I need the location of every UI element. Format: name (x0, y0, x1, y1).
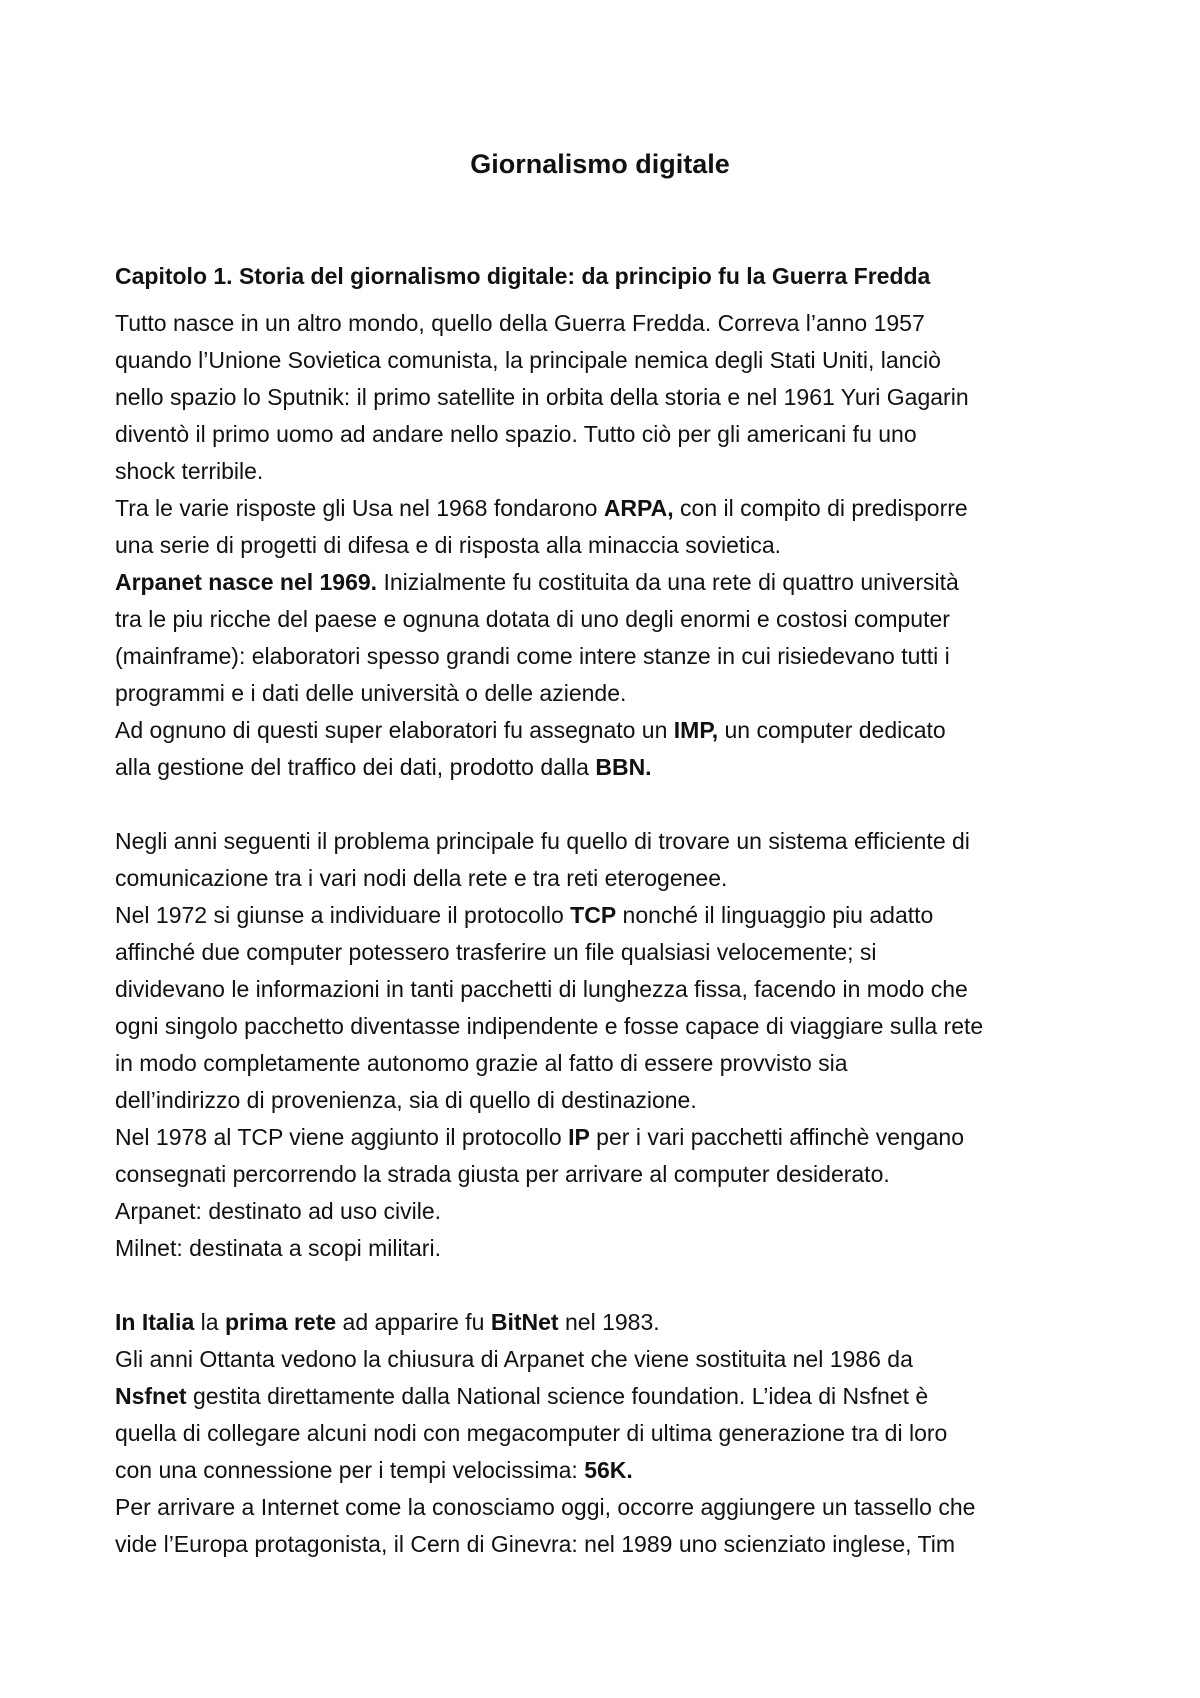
bold-term: prima rete (224, 1309, 337, 1335)
paragraph-line: diventò il primo uomo ad andare nello spazio. Tutto ciò per gli americani fu uno (115, 421, 917, 447)
paragraph-line: programmi e i dati delle università o delle aziende. (115, 680, 627, 706)
paragraph-line (115, 490, 1100, 527)
paragraph-line: consegnati percorrendo la strada giusta per arrivare al computer desiderato. (115, 1161, 890, 1187)
paragraph-line: una serie di progetti di difesa e di risposta alla minaccia sovietica. (115, 532, 782, 558)
paragraph-line (115, 1452, 1100, 1489)
text-run: nonché il linguaggio piu adatto (616, 902, 934, 928)
text-run: Ad ognuno di questi super elaboratori fu assegnato un (115, 717, 674, 743)
text-run: gestita direttamente dalla National science foundation. L’idea di Nsfnet è (186, 1383, 929, 1409)
document-body (115, 258, 1100, 1563)
paragraph-line: quando l’Unione Sovietica comunista, la principale nemica degli Stati Uniti, lanciò (115, 347, 941, 373)
text-run: alla gestione del traffico dei dati, prodotto dalla (115, 754, 596, 780)
bold-term: BitNet (490, 1309, 559, 1335)
paragraph-line: shock terribile. (115, 458, 264, 484)
paragraph-line: tra le piu ricche del paese e ognuna dotata di uno degli enormi e costosi computer (115, 606, 950, 632)
chapter-heading: Capitolo 1. Storia del giornalismo digitale: da principio fu la Guerra Fredda (115, 263, 931, 289)
bold-term: 56K. (584, 1457, 633, 1483)
paragraph-line (115, 564, 1100, 601)
text-run: con una connessione per i tempi velocissima: (115, 1457, 585, 1483)
blank-line (115, 786, 1100, 823)
paragraph-line: dell’indirizzo di provenienza, sia di quello di destinazione. (115, 1087, 697, 1113)
bold-term: IMP, (673, 717, 719, 743)
bold-term: Arpanet nasce nel 1969. (115, 569, 378, 595)
paragraph-line: comunicazione tra i vari nodi della rete e tra reti eterogenee. (115, 865, 728, 891)
text-run: nel 1983. (558, 1309, 660, 1335)
paragraph-line: Arpanet: destinato ad uso civile. (115, 1198, 442, 1224)
text-run: un computer dedicato (718, 717, 946, 743)
text-run: Nel 1972 si giunse a individuare il protocollo (115, 902, 571, 928)
bold-term: In Italia (115, 1309, 195, 1335)
bold-term: Nsfnet (115, 1383, 187, 1409)
paragraph-line: (mainframe): elaboratori spesso grandi come intere stanze in cui risiedevano tutti i (115, 643, 950, 669)
paragraph-line: Gli anni Ottanta vedono la chiusura di Arpanet che viene sostituita nel 1986 da (115, 1346, 913, 1372)
paragraph-line: dividevano le informazioni in tanti pacchetti di lunghezza fissa, facendo in modo che (115, 976, 968, 1002)
paragraph-line (115, 1304, 1100, 1341)
paragraph-line (115, 897, 1100, 934)
paragraph-line: Tutto nasce in un altro mondo, quello della Guerra Fredda. Correva l’anno 1957 (115, 310, 925, 336)
paragraph-line: Per arrivare a Internet come la conosciamo oggi, occorre aggiungere un tassello che (115, 1494, 976, 1520)
paragraph-line: quella di collegare alcuni nodi con megacomputer di ultima generazione tra di loro (115, 1420, 948, 1446)
text-run: Nel 1978 al TCP viene aggiunto il protocollo (115, 1124, 569, 1150)
paragraph-line (115, 712, 1100, 749)
text-run: con il compito di predisporre (673, 495, 968, 521)
paragraph-line: affinché due computer potessero trasferire un file qualsiasi velocemente; si (115, 939, 877, 965)
paragraph-line: Negli anni seguenti il problema principale fu quello di trovare un sistema efficiente di (115, 828, 970, 854)
paragraph-line (115, 1119, 1100, 1156)
blank-line (115, 1267, 1100, 1304)
text-run: Inizialmente fu costituita da una rete di quattro università (377, 569, 959, 595)
paragraph-line: Milnet: destinata a scopi militari. (115, 1235, 441, 1261)
paragraph-line: ogni singolo pacchetto diventasse indipendente e fosse capace di viaggiare sulla rete (115, 1013, 984, 1039)
paragraph-line: nello spazio lo Sputnik: il primo satellite in orbita della storia e nel 1961 Yuri Gagarin (115, 384, 969, 410)
paragraph-line: in modo completamente autonomo grazie al fatto di essere provvisto sia (115, 1050, 848, 1076)
bold-term: ARPA, (603, 495, 674, 521)
bold-term: IP (568, 1124, 590, 1150)
document-title: Giornalismo digitale (470, 149, 730, 179)
paragraph-line (115, 1378, 1100, 1415)
paragraph-line (115, 749, 1100, 786)
bold-term: BBN. (595, 754, 652, 780)
bold-term: TCP (570, 902, 617, 928)
text-run: per i vari pacchetti affinchè vengano (589, 1124, 964, 1150)
text-run: ad apparire fu (336, 1309, 491, 1335)
text-run: la (194, 1309, 225, 1335)
paragraph-line: vide l’Europa protagonista, il Cern di Ginevra: nel 1989 uno scienziato inglese, Tim (115, 1531, 955, 1557)
text-run: Tra le varie risposte gli Usa nel 1968 fondarono (115, 495, 604, 521)
